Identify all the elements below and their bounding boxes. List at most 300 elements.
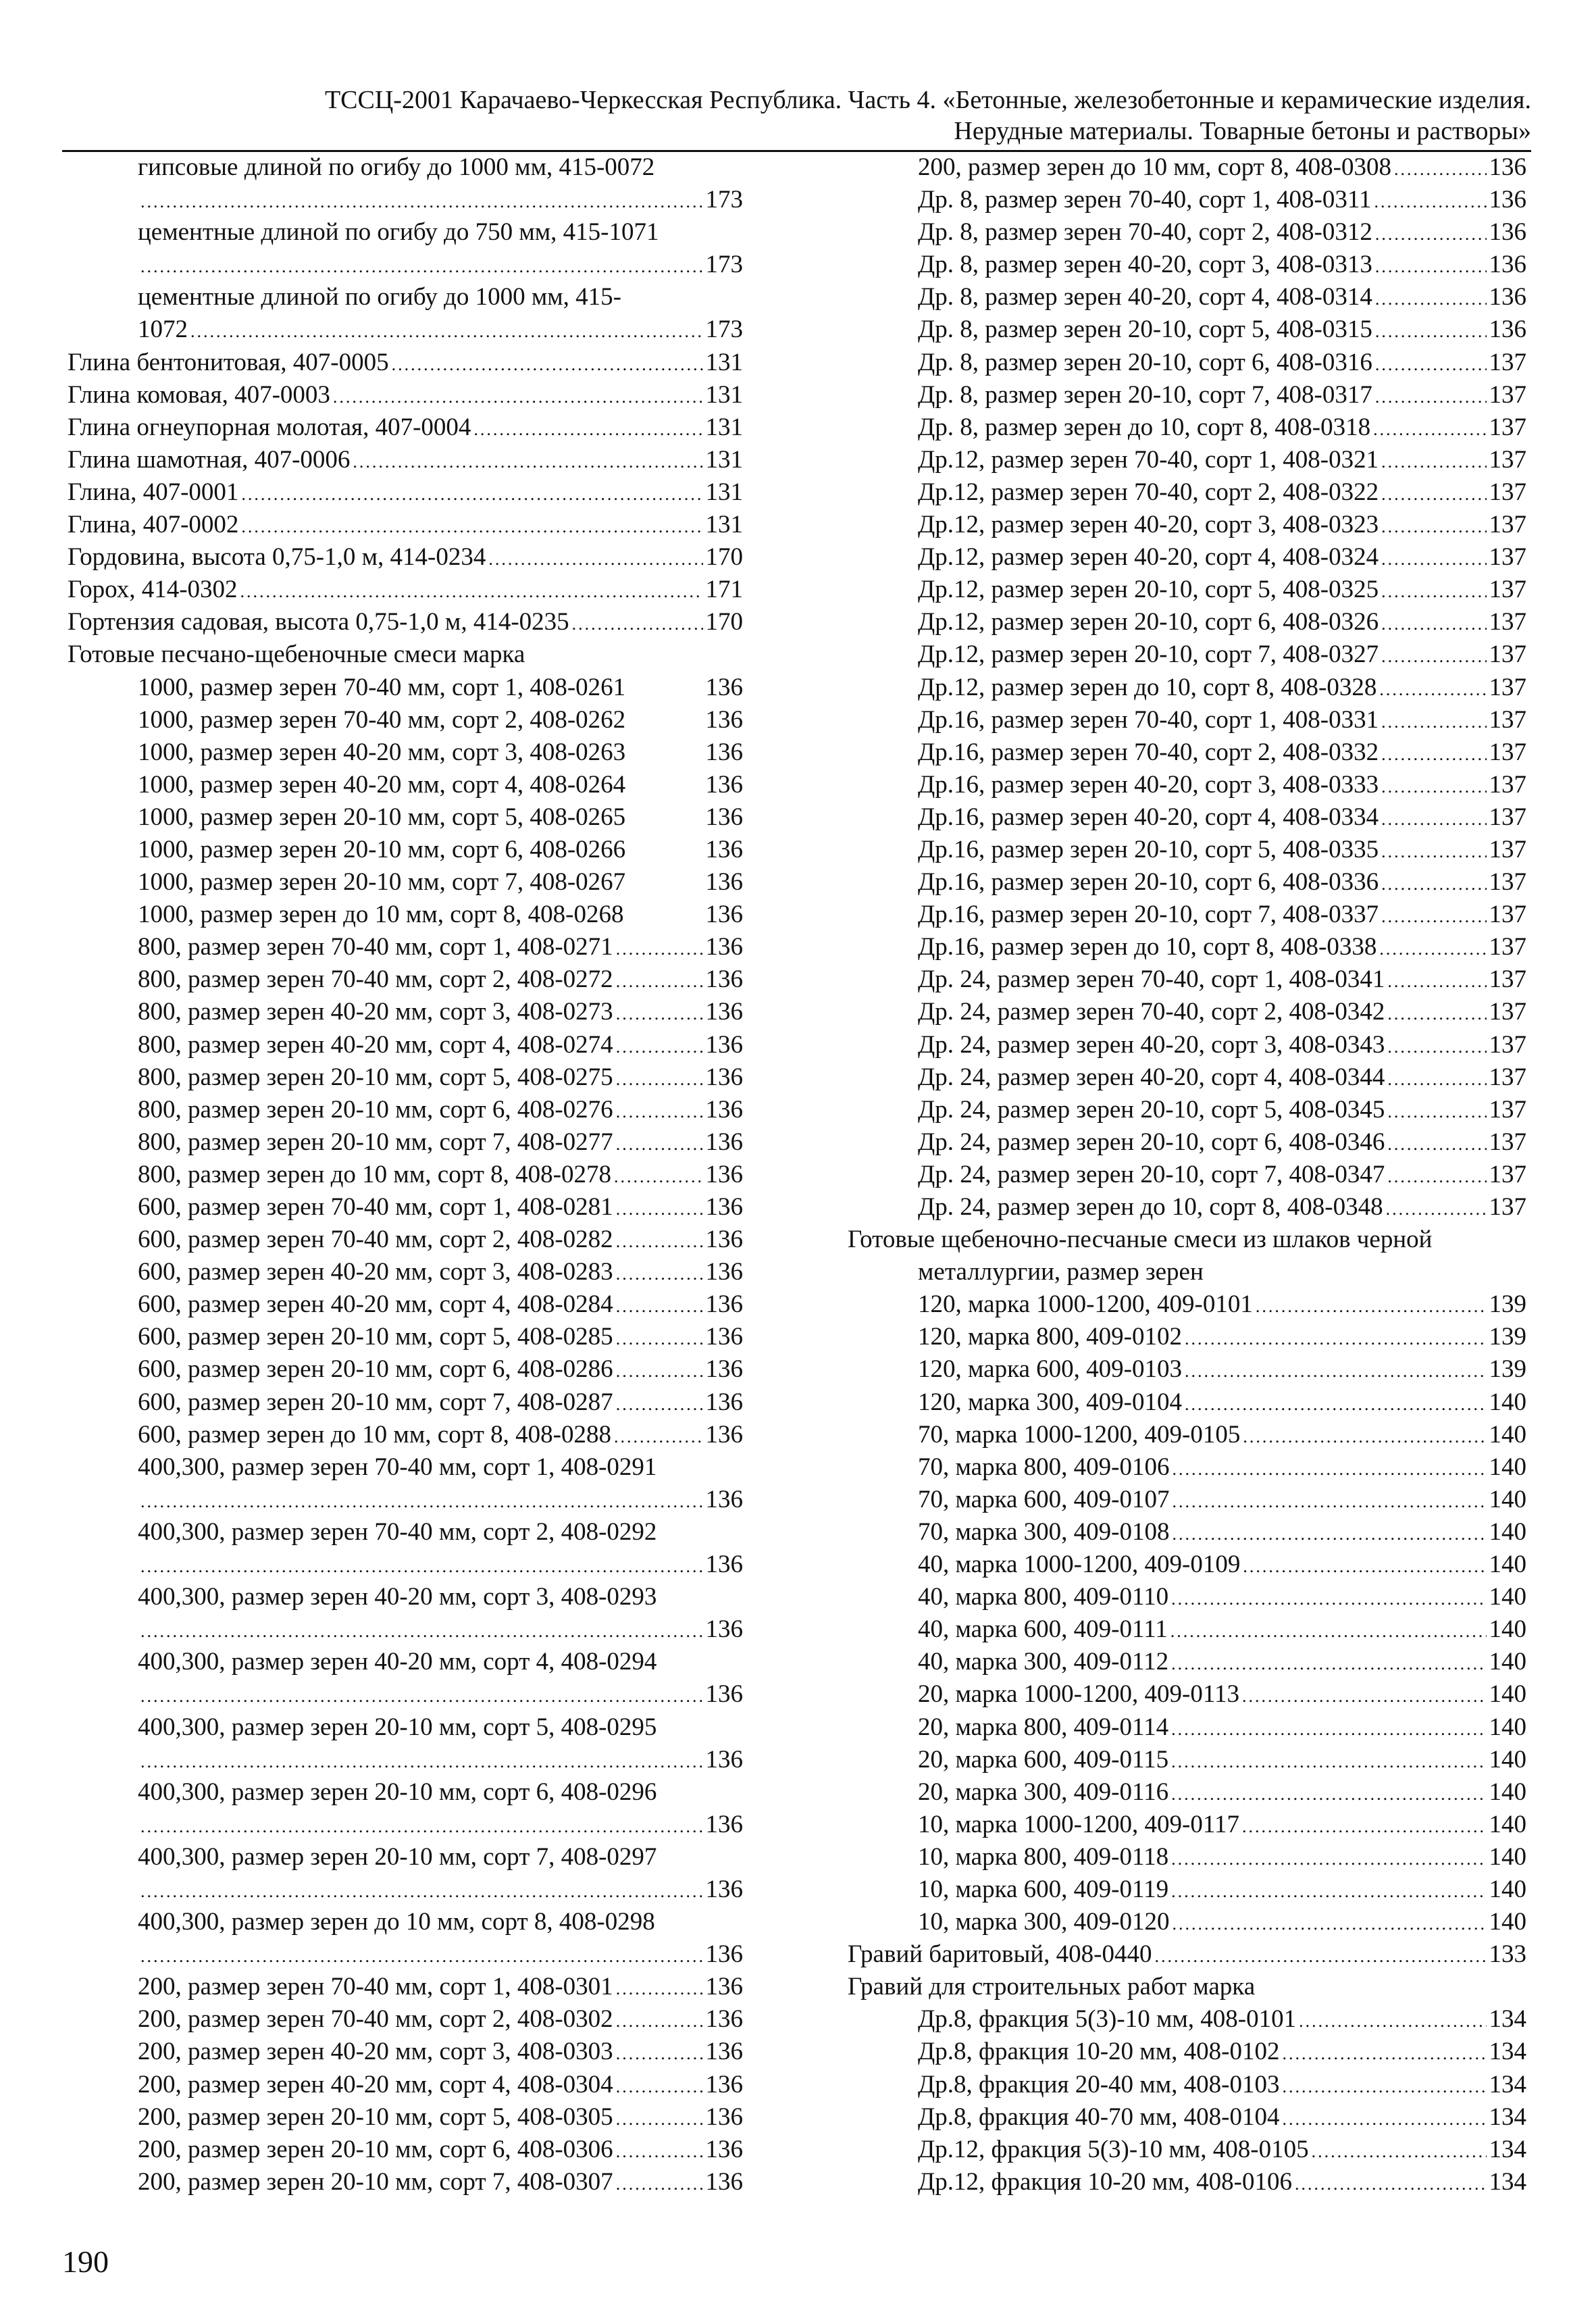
entry-text: 40, марка 600, 409-0111 <box>918 1615 1168 1644</box>
entry-page-ref: 137 <box>1489 1030 1526 1059</box>
entry-text: 70, марка 800, 409-0106 <box>918 1453 1170 1481</box>
dot-leader <box>1256 1290 1487 1321</box>
index-entry <box>138 313 743 346</box>
entry-text: 200, размер зерен 20-10 мм, сорт 5, 408-0305 <box>138 2103 613 2131</box>
index-entry <box>918 1613 1526 1646</box>
entry-page-ref: 136 <box>705 1420 743 1449</box>
dot-leader <box>616 1323 703 1353</box>
index-entry <box>918 1873 1526 1906</box>
entry-page-ref: 136 <box>705 1745 743 1774</box>
index-entry <box>138 1484 743 1516</box>
dot-leader <box>1171 1746 1486 1776</box>
entry-page-ref: 171 <box>705 576 743 604</box>
dot-leader <box>1387 1063 1486 1094</box>
index-entry <box>918 1776 1526 1809</box>
dot-leader <box>240 576 703 606</box>
index-entry <box>918 281 1526 313</box>
index-entry <box>918 574 1526 606</box>
entry-page-ref: 140 <box>1489 1615 1526 1644</box>
entry-page-ref: 140 <box>1489 1420 1526 1449</box>
index-entry <box>138 1224 743 1256</box>
index-entry <box>918 1549 1526 1581</box>
entry-page-ref: 140 <box>1489 1875 1526 1903</box>
entry-text: Др.12, размер зерен 20-10, сорт 5, 408-0325 <box>918 576 1379 604</box>
dot-leader <box>140 1876 703 1906</box>
index-entry <box>918 1126 1526 1159</box>
index-entry <box>138 1288 743 1321</box>
entry-text: 600, размер зерен 40-20 мм, сорт 4, 408-0284 <box>138 1290 613 1319</box>
entry-page-ref: 140 <box>1489 1908 1526 1936</box>
entry-text: 10, марка 800, 409-0118 <box>918 1842 1169 1871</box>
entry-text: 800, размер зерен 40-20 мм, сорт 4, 408-0274 <box>138 1030 613 1059</box>
entry-page-ref: 140 <box>1489 1453 1526 1481</box>
entry-text: 1000, размер зерен 70-40 мм, сорт 2, 408-0262 <box>138 705 626 734</box>
dot-leader <box>140 1940 703 1971</box>
entry-page-ref: 136 <box>705 965 743 994</box>
entry-text: Др.12, фракция 5(3)-10 мм, 408-0105 <box>918 2135 1309 2163</box>
entry-page-ref: 140 <box>1489 1713 1526 1741</box>
entry-text: 70, марка 1000-1200, 409-0105 <box>918 1420 1241 1449</box>
entry-page-ref: 134 <box>1489 2135 1526 2163</box>
dot-leader <box>616 1355 703 1386</box>
dot-leader <box>1375 251 1487 281</box>
dot-leader <box>616 933 703 963</box>
index-entry <box>918 411 1526 444</box>
index-entry <box>138 2003 743 2036</box>
dot-leader <box>1375 283 1487 313</box>
entry-page-ref: 136 <box>705 1485 743 1513</box>
index-entry <box>138 1159 743 1191</box>
index-entry <box>918 541 1526 574</box>
dot-leader <box>140 1551 703 1581</box>
entry-page-ref: 134 <box>1489 2103 1526 2131</box>
index-entry <box>918 313 1526 346</box>
entry-text: Глина шамотная, 407-0006 <box>68 445 351 474</box>
entry-page-ref: 137 <box>1489 770 1526 799</box>
index-entry <box>138 1711 743 1744</box>
entry-page-ref: 136 <box>705 1810 743 1838</box>
dot-leader <box>616 2168 703 2198</box>
entry-page-ref: 140 <box>1489 1517 1526 1546</box>
index-entry <box>918 1646 1526 1678</box>
dot-leader <box>1299 2005 1486 2036</box>
dot-leader <box>616 1388 703 1419</box>
index-entry <box>138 1873 743 1906</box>
entry-page-ref: 136 <box>1489 316 1526 344</box>
entry-page-ref: 173 <box>705 186 743 214</box>
entry-text: 120, марка 1000-1200, 409-0101 <box>918 1290 1253 1319</box>
index-entry <box>138 1451 743 1484</box>
entry-text: 40, марка 1000-1200, 409-0109 <box>918 1551 1241 1579</box>
entry-text: 200, размер зерен 40-20 мм, сорт 3, 408-0303 <box>138 2038 613 2066</box>
entry-page-ref: 136 <box>705 1258 743 1286</box>
entry-page-ref: 136 <box>705 1323 743 1351</box>
entry-page-ref: 136 <box>705 901 743 929</box>
index-entry <box>138 281 743 313</box>
entry-page-ref: 136 <box>705 1128 743 1156</box>
entry-text: Др. 8, размер зерен 20-10, сорт 6, 408-0316 <box>918 348 1372 376</box>
entry-text: Др.8, фракция 40-70 мм, 408-0104 <box>918 2103 1280 2131</box>
entry-page-ref: 137 <box>1489 413 1526 441</box>
entry-text: 600, размер зерен 70-40 мм, сорт 2, 408-0282 <box>138 1226 613 1254</box>
index-entry <box>68 574 743 606</box>
running-header-line2: Нерудные материалы. Товарные бетоны и растворы» <box>954 117 1531 145</box>
dot-leader <box>616 2136 703 2166</box>
index-entry <box>918 1159 1526 1191</box>
dot-leader <box>1242 1680 1487 1711</box>
dot-leader <box>616 2038 703 2068</box>
index-entry <box>848 1938 1526 1971</box>
entry-page-ref: 137 <box>1489 348 1526 376</box>
dot-leader <box>1381 836 1486 866</box>
index-entry <box>138 899 743 931</box>
entry-text: Готовые песчано-щебеночные смеси марка <box>68 640 525 669</box>
index-entry <box>138 996 743 1028</box>
entry-page-ref: 140 <box>1489 1810 1526 1838</box>
entry-page-ref: 137 <box>1489 673 1526 701</box>
dot-leader <box>616 1973 703 2003</box>
index-entry <box>138 866 743 899</box>
entry-text: 1000, размер зерен 40-20 мм, сорт 3, 408-0263 <box>138 738 626 766</box>
entry-text: 400,300, размер зерен 20-10 мм, сорт 5, 408-0295 <box>138 1713 657 1741</box>
entry-page-ref: 136 <box>705 1875 743 1903</box>
dot-leader <box>616 965 703 996</box>
index-entry <box>138 1678 743 1711</box>
index-entry <box>918 1711 1526 1744</box>
index-entry <box>138 1094 743 1126</box>
dot-leader <box>1387 1161 1486 1191</box>
entry-text: Гортензия садовая, высота 0,75-1,0 м, 414-0235 <box>68 608 569 636</box>
entry-text: Др.16, размер зерен 20-10, сорт 7, 408-0337 <box>918 901 1379 929</box>
entry-text: Др.12, размер зерен 20-10, сорт 7, 408-0327 <box>918 640 1379 669</box>
index-entry <box>138 1613 743 1646</box>
dot-leader <box>1185 1388 1487 1419</box>
entry-text: 200, размер зерен 70-40 мм, сорт 2, 408-0302 <box>138 2005 613 2034</box>
index-entry <box>138 1386 743 1419</box>
index-entry <box>848 1224 1526 1256</box>
entry-page-ref: 136 <box>1489 186 1526 214</box>
index-entry <box>138 769 743 801</box>
index-entry <box>918 931 1526 963</box>
entry-page-ref: 170 <box>705 608 743 636</box>
dot-leader <box>614 1421 703 1451</box>
entry-text: Др. 24, размер зерен 40-20, сорт 3, 408-0343 <box>918 1030 1385 1059</box>
dot-leader <box>1375 218 1487 249</box>
index-entry <box>138 2036 743 2068</box>
dot-leader <box>616 2005 703 2036</box>
index-entry <box>918 1809 1526 1841</box>
dot-leader <box>1170 1615 1487 1646</box>
entry-page-ref: 136 <box>705 2167 743 2196</box>
entry-text: Др.16, размер зерен до 10, сорт 8, 408-0338 <box>918 933 1377 961</box>
entry-text: Др.12, размер зерен 70-40, сорт 1, 408-0321 <box>918 445 1379 474</box>
dot-leader <box>1374 186 1486 216</box>
entry-page-ref: 136 <box>705 1160 743 1188</box>
entry-page-ref: 136 <box>705 2103 743 2131</box>
entry-page-ref: 137 <box>1489 511 1526 539</box>
entry-page-ref: 137 <box>1489 705 1526 734</box>
dot-leader <box>1185 1355 1487 1386</box>
dot-leader <box>1173 1518 1487 1549</box>
entry-text: Глина бентонитовая, 407-0005 <box>68 348 389 376</box>
dot-leader <box>1375 316 1487 346</box>
dot-leader <box>1375 349 1487 379</box>
entry-page-ref: 136 <box>705 1226 743 1254</box>
entry-page-ref: 140 <box>1489 1388 1526 1416</box>
index-entry <box>138 1581 743 1613</box>
entry-page-ref: 137 <box>1489 835 1526 863</box>
entry-text: 800, размер зерен 20-10 мм, сорт 6, 408-0276 <box>138 1095 613 1124</box>
entry-page-ref: 137 <box>1489 1095 1526 1124</box>
entry-text: Др. 8, размер зерен до 10, сорт 8, 408-0318 <box>918 413 1371 441</box>
entry-page-ref: 137 <box>1489 965 1526 994</box>
dot-leader <box>1312 2136 1487 2166</box>
entry-text: Готовые щебеночно-песчаные смеси из шлаков черной <box>848 1226 1433 1254</box>
dot-leader <box>140 1615 703 1646</box>
entry-page-ref: 140 <box>1489 1648 1526 1676</box>
index-entry <box>918 1678 1526 1711</box>
entry-page-ref: 131 <box>705 380 743 409</box>
entry-text: 400,300, размер зерен 20-10 мм, сорт 6, 408-0296 <box>138 1778 657 1806</box>
index-entry <box>918 1256 1526 1288</box>
entry-text: 20, марка 1000-1200, 409-0113 <box>918 1680 1239 1709</box>
entry-page-ref: 136 <box>705 705 743 734</box>
entry-text: 120, марка 600, 409-0103 <box>918 1355 1182 1384</box>
entry-text: 1000, размер зерен 70-40 мм, сорт 1, 408-0261 <box>138 673 626 701</box>
entry-page-ref: 136 <box>705 738 743 766</box>
index-entry <box>138 1126 743 1159</box>
dot-leader <box>140 1811 703 1841</box>
index-entry <box>138 1353 743 1386</box>
index-entry <box>918 1191 1526 1224</box>
dot-leader <box>1381 446 1486 476</box>
index-entry <box>918 1906 1526 1938</box>
dot-leader <box>616 1128 703 1159</box>
dot-leader <box>392 349 703 379</box>
entry-text: Др. 24, размер зерен до 10, сорт 8, 408-0348 <box>918 1193 1383 1221</box>
entry-page-ref: 136 <box>705 803 743 831</box>
entry-text: 400,300, размер зерен 70-40 мм, сорт 1, 408-0291 <box>138 1453 657 1481</box>
entry-page-ref: 136 <box>705 2038 743 2066</box>
entry-page-ref: 140 <box>1489 1583 1526 1611</box>
dot-leader <box>140 251 703 281</box>
entry-text: Др.8, фракция 10-20 мм, 408-0102 <box>918 2038 1280 2066</box>
index-entry <box>138 1256 743 1288</box>
dot-leader <box>140 1486 703 1516</box>
dot-leader <box>140 1680 703 1711</box>
entry-text: Др.12, размер зерен 70-40, сорт 2, 408-0322 <box>918 478 1379 506</box>
index-entry <box>918 2069 1526 2101</box>
entry-text: цементные длиной по огибу до 1000 мм, 415- <box>138 283 621 311</box>
entry-page-ref: 136 <box>705 868 743 897</box>
index-entry <box>918 2166 1526 2198</box>
index-entry <box>918 216 1526 249</box>
entry-text: Др. 24, размер зерен 20-10, сорт 5, 408-0345 <box>918 1095 1385 1124</box>
dot-leader <box>1381 576 1486 606</box>
entry-text: Др. 8, размер зерен 40-20, сорт 4, 408-0314 <box>918 283 1372 311</box>
entry-text: цементные длиной по огибу до 750 мм, 415-1071 <box>138 218 659 247</box>
entry-text: Др.16, размер зерен 20-10, сорт 6, 408-0336 <box>918 868 1379 897</box>
index-entry <box>68 638 743 671</box>
index-entry <box>918 866 1526 899</box>
dot-leader <box>1381 803 1486 834</box>
dot-leader <box>1282 2071 1486 2101</box>
dot-leader <box>241 511 702 541</box>
entry-page-ref: 136 <box>705 1615 743 1644</box>
entry-page-ref: 139 <box>1489 1355 1526 1384</box>
index-entry <box>918 769 1526 801</box>
entry-text: Др. 8, размер зерен 70-40, сорт 1, 408-0311 <box>918 186 1372 214</box>
entry-text: 600, размер зерен до 10 мм, сорт 8, 408-0288 <box>138 1420 611 1449</box>
entry-text: Др. 24, размер зерен 40-20, сорт 4, 408-0344 <box>918 1063 1385 1091</box>
entry-text: 40, марка 800, 409-0110 <box>918 1583 1169 1611</box>
entry-text: 800, размер зерен 20-10 мм, сорт 7, 408-0277 <box>138 1128 613 1156</box>
index-column-left <box>68 151 743 2198</box>
index-entry <box>918 1516 1526 1549</box>
entry-text: 400,300, размер зерен 40-20 мм, сорт 3, 408-0293 <box>138 1583 657 1611</box>
dot-leader <box>333 381 703 411</box>
index-entry <box>918 736 1526 769</box>
entry-page-ref: 136 <box>705 1388 743 1416</box>
entry-text: Др. 8, размер зерен 20-10, сорт 5, 408-0315 <box>918 316 1372 344</box>
entry-page-ref: 136 <box>705 1973 743 2001</box>
entry-page-ref: 140 <box>1489 1485 1526 1513</box>
entry-text: 600, размер зерен 20-10 мм, сорт 5, 408-0285 <box>138 1323 613 1351</box>
entry-text: Др. 24, размер зерен 20-10, сорт 6, 408-0346 <box>918 1128 1385 1156</box>
entry-page-ref: 139 <box>1489 1290 1526 1319</box>
index-entry <box>918 1419 1526 1451</box>
dot-leader <box>616 1290 703 1321</box>
index-entry <box>138 834 743 866</box>
index-entry <box>918 1484 1526 1516</box>
entry-text: Др. 8, размер зерен 40-20, сорт 3, 408-0313 <box>918 251 1372 279</box>
dot-leader <box>1171 1713 1486 1744</box>
entry-page-ref: 131 <box>705 413 743 441</box>
entry-page-ref: 136 <box>1489 251 1526 279</box>
entry-text: 600, размер зерен 20-10 мм, сорт 7, 408-0287 <box>138 1388 613 1416</box>
entry-page-ref: 136 <box>705 933 743 961</box>
index-entry <box>138 216 743 249</box>
entry-page-ref: 136 <box>705 1551 743 1579</box>
entry-page-ref: 131 <box>705 348 743 376</box>
dot-leader <box>1381 511 1486 541</box>
entry-text: 20, марка 800, 409-0114 <box>918 1713 1169 1741</box>
entry-text: Др.16, размер зерен 40-20, сорт 3, 408-0333 <box>918 770 1379 799</box>
entry-text: металлургии, размер зерен <box>918 1258 1204 1286</box>
entry-text: 800, размер зерен 70-40 мм, сорт 1, 408-0271 <box>138 933 613 961</box>
entry-text: 800, размер зерен 70-40 мм, сорт 2, 408-0272 <box>138 965 613 994</box>
entry-text: Др. 24, размер зерен 70-40, сорт 2, 408-0342 <box>918 998 1385 1026</box>
index-entry <box>918 1094 1526 1126</box>
entry-page-ref: 173 <box>705 251 743 279</box>
dot-leader <box>1381 771 1486 801</box>
index-entry <box>918 444 1526 476</box>
dot-leader <box>1171 1876 1486 1906</box>
entry-text: 800, размер зерен 20-10 мм, сорт 5, 408-0275 <box>138 1063 613 1091</box>
entry-page-ref: 136 <box>705 2135 743 2163</box>
entry-text: Др. 24, размер зерен 70-40, сорт 1, 408-0341 <box>918 965 1385 994</box>
dot-leader <box>1295 2168 1487 2198</box>
index-entry <box>138 931 743 963</box>
index-entry <box>918 1841 1526 1873</box>
entry-page-ref: 134 <box>1489 2167 1526 2196</box>
index-entry <box>138 1061 743 1094</box>
entry-page-ref: 136 <box>1489 283 1526 311</box>
entry-page-ref: 140 <box>1489 1778 1526 1806</box>
dot-leader <box>1173 1486 1487 1516</box>
dot-leader <box>1381 868 1486 899</box>
dot-leader <box>473 413 702 444</box>
index-entry <box>918 1288 1526 1321</box>
entry-text: 1072 <box>138 316 188 344</box>
entry-page-ref: 137 <box>1489 1063 1526 1091</box>
entry-text: 20, марка 600, 409-0115 <box>918 1745 1169 1774</box>
index-entry <box>138 1744 743 1776</box>
index-entry <box>918 347 1526 379</box>
entry-page-ref: 136 <box>705 1355 743 1384</box>
entry-page-ref: 137 <box>1489 640 1526 669</box>
entry-page-ref: 137 <box>1489 933 1526 961</box>
entry-page-ref: 137 <box>1489 478 1526 506</box>
entry-page-ref: 136 <box>705 2005 743 2034</box>
entry-page-ref: 137 <box>1489 738 1526 766</box>
index-entry <box>68 347 743 379</box>
index-entry <box>918 899 1526 931</box>
index-entry <box>918 184 1526 216</box>
dot-leader <box>1381 901 1486 931</box>
entry-text: 1000, размер зерен 20-10 мм, сорт 5, 408-0265 <box>138 803 626 831</box>
entry-page-ref: 139 <box>1489 1323 1526 1351</box>
dot-leader <box>1387 1128 1486 1159</box>
index-entry <box>68 444 743 476</box>
index-entry <box>138 184 743 216</box>
entry-text: 600, размер зерен 40-20 мм, сорт 3, 408-0283 <box>138 1258 613 1286</box>
entry-page-ref: 137 <box>1489 998 1526 1026</box>
dot-leader <box>1381 608 1486 638</box>
index-entry <box>918 638 1526 671</box>
dot-leader <box>1381 543 1486 574</box>
index-entry <box>918 1061 1526 1094</box>
dot-leader <box>1173 1453 1487 1484</box>
index-entry <box>138 704 743 736</box>
dot-leader <box>1373 413 1486 444</box>
entry-page-ref: 134 <box>1489 2038 1526 2066</box>
index-entry <box>918 704 1526 736</box>
index-entry <box>68 541 743 574</box>
dot-leader <box>353 446 702 476</box>
dot-leader <box>1282 2103 1486 2134</box>
entry-page-ref: 137 <box>1489 543 1526 572</box>
index-entry <box>918 1029 1526 1061</box>
index-entry <box>138 1516 743 1549</box>
index-entry <box>848 1971 1526 2003</box>
entry-page-ref: 137 <box>1489 576 1526 604</box>
entry-page-ref: 137 <box>1489 608 1526 636</box>
entry-text: Глина комовая, 407-0003 <box>68 380 330 409</box>
entry-page-ref: 133 <box>1489 1940 1526 1969</box>
dot-leader <box>1381 640 1486 671</box>
entry-text: Др.16, размер зерен 40-20, сорт 4, 408-0334 <box>918 803 1379 831</box>
running-header-line1: ТССЦ-2001 Карачаево-Черкесская Республика. Часть 4. «Бетонные, железобетонные и керамические изделия. <box>324 86 1531 114</box>
entry-page-ref: 134 <box>1489 2070 1526 2098</box>
index-entry <box>68 606 743 638</box>
index-entry <box>138 1419 743 1451</box>
index-entry <box>918 963 1526 996</box>
entry-page-ref: 136 <box>705 2070 743 2098</box>
index-entry <box>918 476 1526 509</box>
entry-page-ref: 140 <box>1489 1680 1526 1709</box>
index-entry <box>918 801 1526 834</box>
